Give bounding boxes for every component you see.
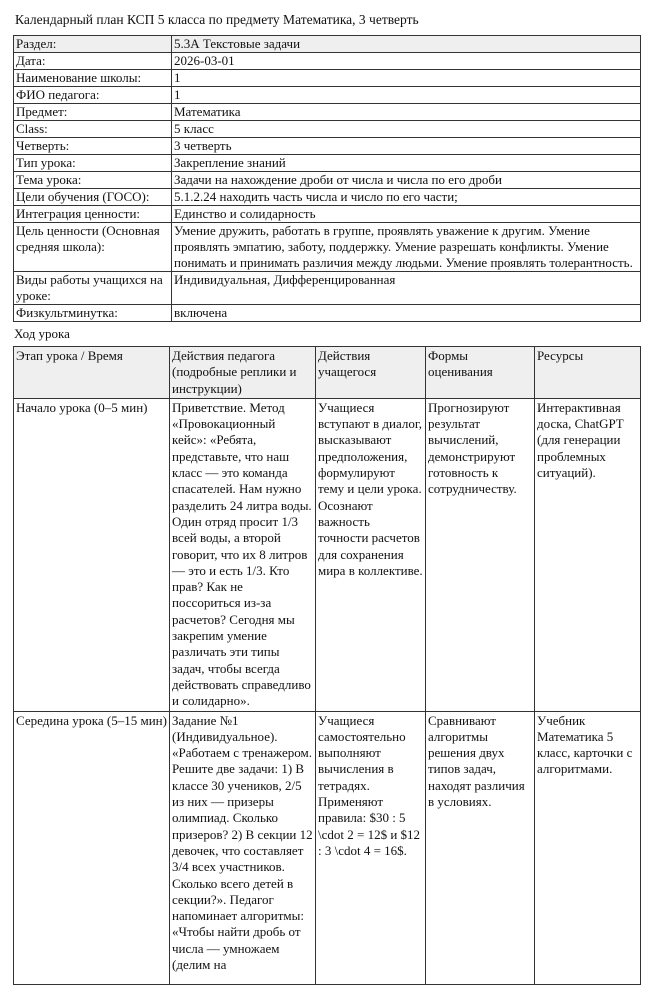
info-key: Виды работы учащихся на уроке: [14,272,172,305]
plan-header-row [14,347,641,399]
teacher-actions-cell-text: Задание №1 (Индивидуальное). «Работаем с тренажером. Решите две задачи: 1) В классе 30 учеников, 2/5 из них — призеры олимпиад. Сколько призеров? 2) В секции 12 девочек, что составляет 3/4 всех участников. Сколько всего детей в секции?». Педагог напоминает алгоритмы: «Чтобы найти дробь от числа — умножаем (делим на [172,712,313,972]
info-row [14,189,641,206]
lesson-info-table [13,35,641,322]
stage-cell: Начало урока (0–5 мин) [14,398,170,711]
info-key: ФИО педагога: [14,87,172,104]
student-actions-cell-text: Учащиеся самостоятельно выполняют вычисления в тетрадях. Применяют правила: $30 : 5 \cdot 2 = 12$ и $12 : 3 \cdot 4 = 16$. [318,712,421,858]
info-key: Цели обучения (ГОСО): [14,189,172,206]
header-student-actions: Действия учащегося [316,347,426,399]
info-value: Индивидуальная, Дифференцированная [172,272,641,305]
header-teacher-actions: Действия педагога (подробные реплики и инструкции) [170,347,316,399]
teacher-actions-cell: Приветствие. Метод «Провокационный кейс»: «Ребята, представьте, что наш класс — это команда спасателей. Нам нужно разделить 24 литра воды. Один отряд просит 1/3 всей воды, а второй говорит, что их 8 литров — это и есть 1/3. Кто прав? Как не поссориться из-за расчетов? Сегодня мы закрепим умение различать эти типы задач, чтобы всегда действовать справедливо и солидарно». [170,398,316,711]
info-row [14,138,641,155]
info-key: Class: [14,121,172,138]
info-row [14,53,641,70]
plan-row [14,711,641,984]
info-row [14,121,641,138]
info-key: Наименование школы: [14,70,172,87]
info-row [14,206,641,223]
info-key: Тема урока: [14,172,172,189]
info-row [14,305,641,322]
student-actions-cell [316,711,426,984]
resources-cell-text: Учебник Математика 5 класс, карточки с алгоритмами. [537,712,633,777]
plan-row [14,398,641,711]
info-row [14,104,641,121]
assessment-cell [426,711,535,984]
info-row [14,70,641,87]
document-title: Календарный план КСП 5 класса по предмету Математика, 3 четверть [15,12,419,27]
info-key: Предмет: [14,104,172,121]
info-value: 5.3А Текстовые задачи [172,36,641,53]
stage-cell [14,711,170,984]
stage-cell-text: Середина урока (5–15 мин) [16,712,167,728]
info-row [14,155,641,172]
info-value: 5 класс [172,121,641,138]
info-key: Физкультминутка: [14,305,172,322]
resources-cell: Интерактивная доска, ChatGPT (для генерации проблемных ситуаций). [535,398,641,711]
info-key: Дата: [14,53,172,70]
info-key: Цель ценности (Основная средняя школа): [14,223,172,272]
info-value: 1 [172,70,641,87]
info-key: Четверть: [14,138,172,155]
info-value: Закрепление знаний [172,155,641,172]
info-row [14,36,641,53]
info-value: Умение дружить, работать в группе, проявлять уважение к другим. Умение проявлять эмпатию, заботу, поддержку. Умение разрешать конфликты. Умение понимать и принимать различия между людьми. Умение проявлять толерантность. [172,223,641,272]
info-value: 5.1.2.24 находить часть числа и число по его части; [172,189,641,206]
header-stage: Этап урока / Время [14,347,170,399]
info-value: 1 [172,87,641,104]
header-assessment: Формы оценивания [426,347,535,399]
assessment-cell-text: Сравнивают алгоритмы решения двух типов задач, находят различия в условиях. [428,712,525,810]
info-value: Математика [172,104,641,121]
info-value: 2026-03-01 [172,53,641,70]
info-row [14,172,641,189]
student-actions-cell: Учащиеся вступают в диалог, высказывают предположения, формулируют тему и цели урока. Осознают важность точности расчетов для сохранения мира в коллективе. [316,398,426,711]
info-key: Тип урока: [14,155,172,172]
resources-cell [535,711,641,984]
info-row [14,223,641,272]
info-key: Раздел: [14,36,172,53]
info-value: включена [172,305,641,322]
info-row [14,272,641,305]
lesson-plan-table [13,346,641,985]
info-row [14,87,641,104]
info-key: Интеграция ценности: [14,206,172,223]
header-resources: Ресурсы [535,347,641,399]
info-value: 3 четверть [172,138,641,155]
info-value: Единство и солидарность [172,206,641,223]
teacher-actions-cell [170,711,316,984]
info-value: Задачи на нахождение дроби от числа и числа по его дроби [172,172,641,189]
section-heading: Ход урока [14,326,70,341]
assessment-cell: Прогнозируют результат вычислений, демонстрируют готовность к сотрудничеству. [426,398,535,711]
